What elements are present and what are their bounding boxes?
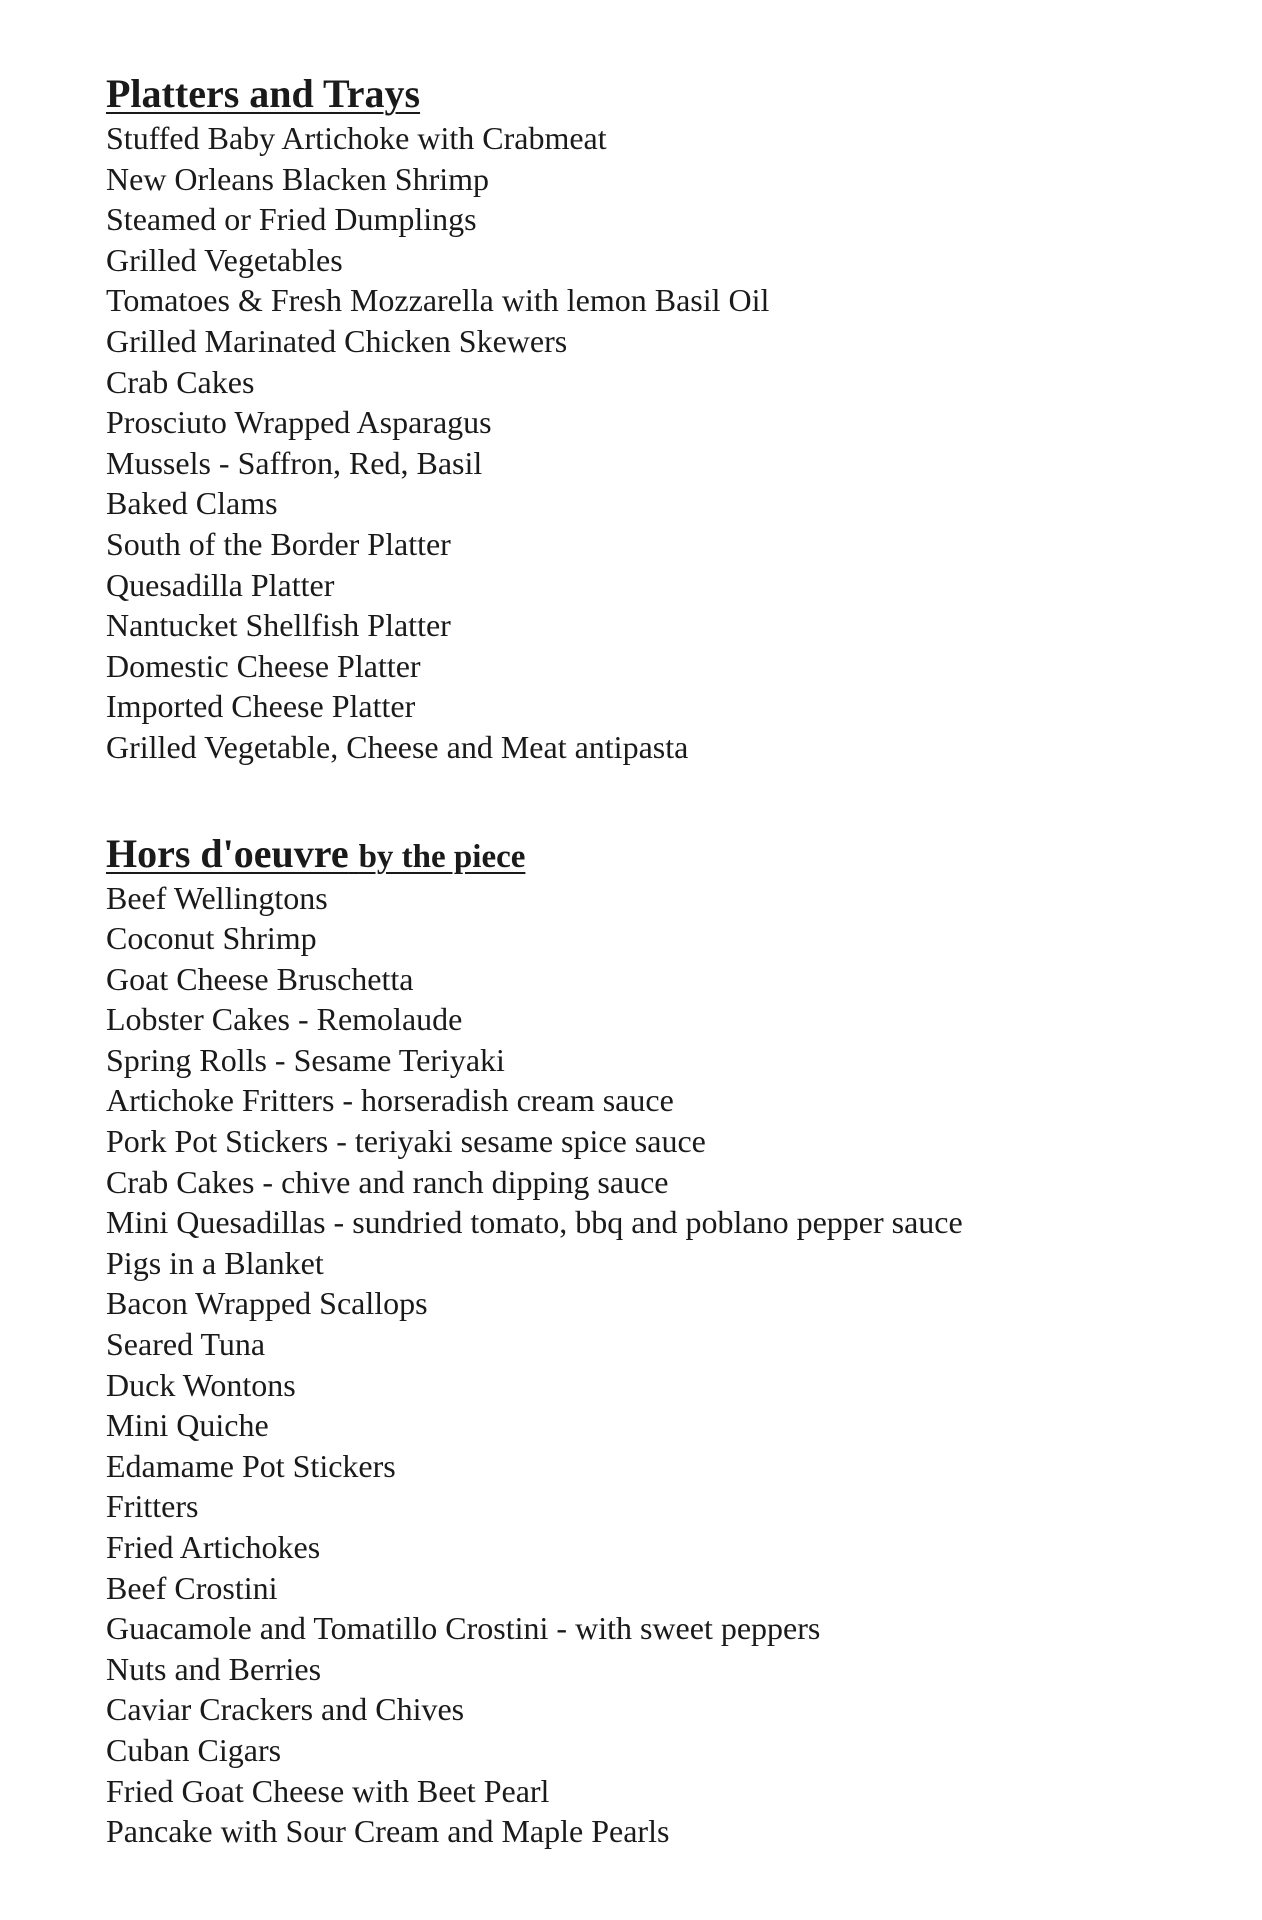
- menu-item: Coconut Shrimp: [106, 920, 317, 957]
- menu-item: Mini Quiche: [106, 1407, 269, 1444]
- menu-item: Nantucket Shellfish Platter: [106, 607, 451, 644]
- menu-item: Fritters: [106, 1488, 199, 1525]
- menu-item: Grilled Vegetable, Cheese and Meat antipasta: [106, 728, 689, 765]
- menu-item: Mini Quesadillas - sundried tomato, bbq and poblano pepper sauce: [106, 1204, 963, 1241]
- menu-item: Mussels - Saffron, Red, Basil: [106, 444, 483, 481]
- menu-item: Seared Tuna: [106, 1326, 266, 1363]
- menu-item: New Orleans Blacken Shrimp: [106, 160, 490, 197]
- menu-item: Caviar Crackers and Chives: [106, 1691, 465, 1728]
- menu-item: Baked Clams: [106, 485, 278, 522]
- platters-and-trays-section: [106, 70, 1226, 768]
- menu-item: Bacon Wrapped Scallops: [106, 1285, 428, 1322]
- menu-item: Quesadilla Platter: [106, 566, 335, 603]
- menu-item: Domestic Cheese Platter: [106, 647, 421, 684]
- menu-item: Pork Pot Stickers - teriyaki sesame spice sauce: [106, 1123, 706, 1160]
- menu-item: Duck Wontons: [106, 1366, 296, 1403]
- menu-item: Fried Goat Cheese with Beet Pearl: [106, 1772, 550, 1809]
- menu-item: Beef Wellingtons: [106, 879, 328, 916]
- menu-item: Guacamole and Tomatillo Crostini - with sweet peppers: [106, 1610, 821, 1647]
- menu-page: [106, 70, 1226, 1852]
- menu-item: Cuban Cigars: [106, 1731, 282, 1768]
- section-heading-title: Hors d'oeuvre: [106, 830, 349, 876]
- menu-item: Stuffed Baby Artichoke with Crabmeat: [106, 120, 607, 156]
- menu-item: Spring Rolls - Sesame Teriyaki: [106, 1041, 505, 1078]
- menu-item: Goat Cheese Bruschetta: [106, 960, 414, 997]
- section-heading: [106, 830, 1226, 878]
- menu-item: Tomatoes & Fresh Mozzarella with lemon Basil Oil: [106, 282, 770, 319]
- menu-item: Crab Cakes: [106, 363, 255, 400]
- menu-item: Pancake with Sour Cream and Maple Pearls: [106, 1813, 670, 1850]
- menu-item: Edamame Pot Stickers: [106, 1447, 396, 1484]
- menu-item: Fried Artichokes: [106, 1529, 321, 1565]
- menu-item: Prosciuto Wrapped Asparagus: [106, 404, 492, 441]
- menu-item: Steamed or Fried Dumplings: [106, 201, 477, 238]
- menu-item: Grilled Marinated Chicken Skewers: [106, 322, 568, 359]
- hors-doeuvre-section: [106, 830, 1226, 1852]
- section-heading-title: Platters and Trays: [106, 71, 421, 116]
- section-heading-suffix: by the piece: [358, 838, 526, 875]
- menu-item: Grilled Vegetables: [106, 241, 343, 278]
- menu-item: Beef Crostini: [106, 1569, 278, 1606]
- menu-item: Nuts and Berries: [106, 1650, 322, 1687]
- menu-item-list: [106, 878, 1226, 1852]
- menu-item: Imported Cheese Platter: [106, 688, 416, 725]
- menu-item-list: [106, 118, 1226, 768]
- menu-item: Pigs in a Blanket: [106, 1244, 324, 1281]
- menu-item: Crab Cakes - chive and ranch dipping sauce: [106, 1163, 669, 1200]
- section-heading: [106, 70, 1226, 118]
- menu-item: Lobster Cakes - Remolaude: [106, 1001, 463, 1038]
- menu-item: South of the Border Platter: [106, 525, 451, 562]
- menu-item: Artichoke Fritters - horseradish cream sauce: [106, 1082, 674, 1119]
